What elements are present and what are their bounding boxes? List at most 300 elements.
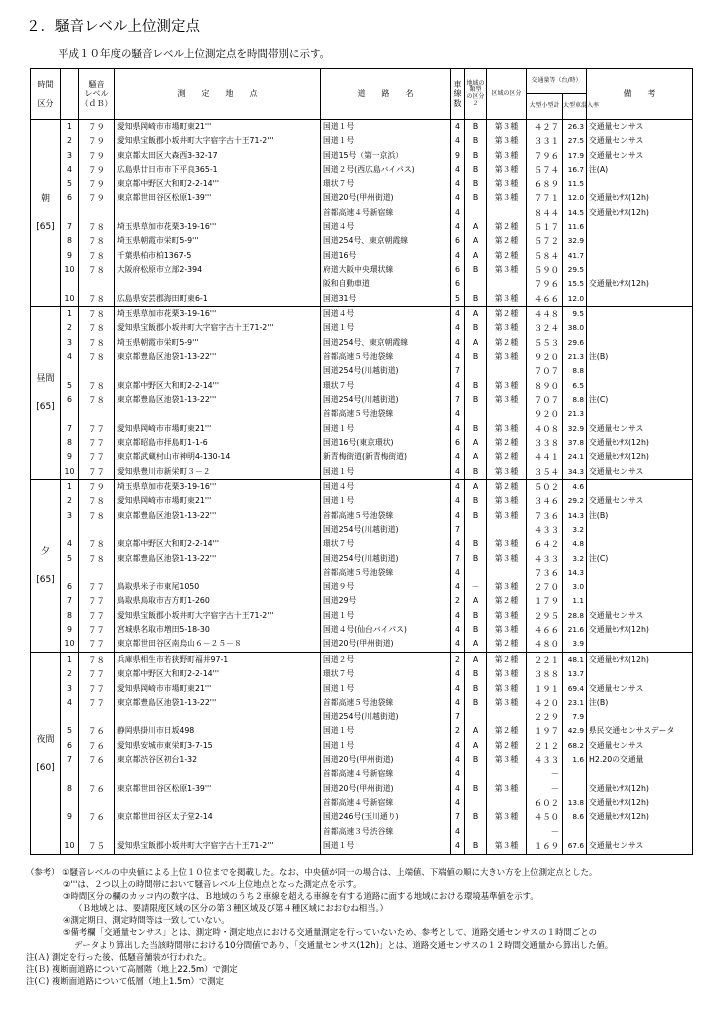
remarks-cell (587, 336, 693, 350)
zone-type-cell: A (465, 235, 487, 249)
rank-cell: 6 (61, 739, 79, 753)
traffic-volume-cell: ６８９ (527, 177, 563, 191)
zone-type-cell: A (465, 739, 487, 753)
traffic-volume-cell: ５１７ (527, 220, 563, 234)
location-cell: 愛知県豊川市新栄町３－２ (115, 465, 321, 480)
time-period-cell (31, 120, 61, 307)
section-subtitle: 平成１０年度の騒音レベル上位測定点を時間帯別に示す。 (58, 48, 331, 60)
remarks-cell (587, 638, 693, 653)
time-period-label: 夕 (40, 547, 50, 558)
rank-cell (61, 796, 79, 810)
lanes-cell: 4 (451, 249, 465, 263)
rank-cell: 2 (61, 495, 79, 509)
zone-type-cell (465, 710, 487, 724)
remarks-cell: 交通量ｾﾝｻｽ(12h) (587, 796, 693, 810)
heavy-ratio-cell: 1.1 (563, 595, 587, 609)
noise-level-cell (79, 710, 115, 724)
zone-type-cell: B (465, 393, 487, 407)
location-cell: 東京都豊島区池袋1-13-22''' (115, 696, 321, 710)
heavy-ratio-cell: 13.8 (563, 796, 587, 810)
road-name-cell: 国道１号 (321, 495, 451, 509)
location-cell: 愛知県岡崎市市場町東21''' (115, 682, 321, 696)
area-category-cell (487, 206, 527, 220)
remarks-cell: 交通量センサス (587, 739, 693, 753)
traffic-volume-cell: － (527, 768, 563, 782)
heavy-ratio-cell: 23.1 (563, 696, 587, 710)
area-category-cell (487, 407, 527, 421)
zone-type-cell (465, 825, 487, 839)
remarks-cell (587, 566, 693, 580)
footnote-b: 注(Ｂ) 複断面道路について高層階（地上22.5m）で測定 (26, 963, 238, 974)
remarks-cell (587, 580, 693, 594)
area-category-cell: 第３種 (487, 609, 527, 623)
noise-level-cell (79, 206, 115, 220)
lanes-cell: 4 (451, 206, 465, 220)
table-row (31, 322, 693, 336)
area-category-cell: 第２種 (487, 725, 527, 739)
noise-level-cell (79, 796, 115, 810)
table-row (31, 192, 693, 206)
remarks-cell: 交通量センサス (587, 682, 693, 696)
noise-level-cell: ７７ (79, 422, 115, 436)
area-category-cell: 第３種 (487, 292, 527, 307)
table-row (31, 336, 693, 350)
remarks-cell: 交通量ｾﾝｻｽ(12h) (587, 277, 693, 291)
zone-type-cell: B (465, 120, 487, 135)
lanes-cell: 4 (451, 465, 465, 480)
lanes-cell: 4 (451, 825, 465, 839)
remarks-cell: 注(B) (587, 350, 693, 364)
lanes-cell: 4 (451, 623, 465, 637)
remarks-cell: 交通量センサス (587, 422, 693, 436)
heavy-ratio-cell: 69.4 (563, 682, 587, 696)
heavy-ratio-cell: 24.1 (563, 450, 587, 464)
road-name-cell: 国道４号 (321, 480, 451, 495)
zone-type-cell: B (465, 753, 487, 767)
traffic-volume-cell: １７９ (527, 595, 563, 609)
heavy-ratio-cell: 32.9 (563, 422, 587, 436)
location-cell (115, 710, 321, 724)
remarks-cell: 交通量センサス (587, 465, 693, 480)
table-row (31, 609, 693, 623)
location-cell: 千葉県柏市柏1367-5 (115, 249, 321, 263)
rank-cell: 3 (61, 509, 79, 523)
location-cell: 愛知県宝飯郡小坂井町大字宿字古十王71-2''' (115, 134, 321, 148)
traffic-volume-cell: ４２０ (527, 696, 563, 710)
table-row (31, 249, 693, 263)
road-name-cell: 国道１号 (321, 839, 451, 854)
area-category-cell: 第３種 (487, 696, 527, 710)
header-heavy-ratio: 大型車混入率 (563, 94, 587, 120)
location-cell: 東京都豊島区池袋1-13-22''' (115, 350, 321, 364)
lanes-cell: 4 (451, 336, 465, 350)
table-row (31, 120, 693, 135)
rank-cell: 7 (61, 220, 79, 234)
rank-cell: 3 (61, 682, 79, 696)
lanes-cell: 4 (451, 739, 465, 753)
zone-type-cell: B (465, 782, 487, 796)
area-category-cell: 第２種 (487, 235, 527, 249)
zone-type-cell: A (465, 220, 487, 234)
area-category-cell: 第２種 (487, 595, 527, 609)
remarks-cell: 交通量ｾﾝｻｽ(12h) (587, 782, 693, 796)
heavy-ratio-cell: 12.0 (563, 192, 587, 206)
lanes-cell: 6 (451, 277, 465, 291)
rank-cell (61, 566, 79, 580)
table-row (31, 523, 693, 537)
road-name-cell: 首都高速３号渋谷線 (321, 825, 451, 839)
remarks-cell (587, 365, 693, 379)
lanes-cell: 4 (451, 638, 465, 653)
road-name-cell: 環状７号 (321, 177, 451, 191)
time-period-cell (31, 307, 61, 480)
remarks-cell (587, 220, 693, 234)
noise-level-cell: ７７ (79, 465, 115, 480)
area-category-cell (487, 277, 527, 291)
noise-level-cell: ７７ (79, 580, 115, 594)
location-cell: 東京都渋谷区初台1-32 (115, 753, 321, 767)
area-category-cell: 第３種 (487, 177, 527, 191)
header-traffic: 交通量等（台/時） (527, 69, 587, 94)
area-category-cell: 第３種 (487, 623, 527, 637)
location-cell (115, 407, 321, 421)
noise-level-cell: ７８ (79, 495, 115, 509)
lanes-cell: 4 (451, 134, 465, 148)
location-cell: 東京都昭島市拝島町1-1-6 (115, 436, 321, 450)
area-category-cell: 第２種 (487, 307, 527, 322)
zone-type-cell: A (465, 725, 487, 739)
table-row (31, 595, 693, 609)
table-row (31, 480, 693, 495)
noise-level-cell (79, 365, 115, 379)
traffic-volume-cell: ７９６ (527, 277, 563, 291)
lanes-cell: 7 (451, 365, 465, 379)
remarks-cell: 交通量ｾﾝｻｽ(12h) (587, 450, 693, 464)
zone-type-cell: B (465, 192, 487, 206)
table-row (31, 307, 693, 322)
location-cell: 鳥取県鳥取市吉方町1-260 (115, 595, 321, 609)
zone-type-cell: B (465, 509, 487, 523)
noise-level-cell: ７８ (79, 336, 115, 350)
lanes-cell: 7 (451, 810, 465, 824)
header-location: 測 定 地 点 (115, 69, 321, 120)
heavy-ratio-cell: 48.1 (563, 653, 587, 668)
remarks-cell: 県民交通センサスデータ (587, 725, 693, 739)
location-cell: 東京都中野区大和町2-2-14''' (115, 379, 321, 393)
table-row (31, 379, 693, 393)
rank-cell: 8 (61, 235, 79, 249)
table-row (31, 422, 693, 436)
location-cell: 愛知県宝飯郡小坂井町大字宿字古十王71-2''' (115, 839, 321, 854)
location-cell: 東京都太田区大森西3-32-17 (115, 149, 321, 163)
footnote-a: 注(Ａ) 測定を行った後、低騒音舗装が行われた。 (26, 951, 212, 962)
area-category-cell: 第３種 (487, 379, 527, 393)
noise-level-cell: ７９ (79, 480, 115, 495)
table-row (31, 696, 693, 710)
zone-type-cell: B (465, 552, 487, 566)
table-row (31, 163, 693, 177)
header-noise-level: 騒音 レベル （ｄＢ） (79, 69, 115, 120)
heavy-ratio-cell: 21.6 (563, 623, 587, 637)
location-cell: 埼玉県草加市花栗3-19-16''' (115, 307, 321, 322)
table-row (31, 825, 693, 839)
environmental-standard: [65] (36, 402, 55, 413)
rank-cell: 3 (61, 149, 79, 163)
road-name-cell: 環状７号 (321, 379, 451, 393)
remarks-cell: 注(A) (587, 163, 693, 177)
lanes-cell: 4 (451, 422, 465, 436)
heavy-ratio-cell: 14.3 (563, 509, 587, 523)
heavy-ratio-cell (563, 825, 587, 839)
traffic-volume-cell: ４３３ (527, 523, 563, 537)
road-name-cell: 国道20号(甲州街道) (321, 638, 451, 653)
heavy-ratio-cell: 4.6 (563, 480, 587, 495)
traffic-volume-cell: ２７０ (527, 580, 563, 594)
location-cell (115, 768, 321, 782)
noise-level-cell: ７７ (79, 682, 115, 696)
traffic-volume-cell: ２９５ (527, 609, 563, 623)
header-time-period: 時間 区分 (31, 69, 61, 120)
location-cell: 東京都豊島区池袋1-13-22''' (115, 509, 321, 523)
noise-level-cell: ７８ (79, 379, 115, 393)
area-category-cell: 第３種 (487, 263, 527, 277)
traffic-volume-cell: １６９ (527, 839, 563, 854)
noise-level-cell: ７９ (79, 192, 115, 206)
noise-level-cell: ７７ (79, 638, 115, 653)
traffic-volume-cell: ６４２ (527, 537, 563, 551)
location-cell: 東京都世田谷区太子堂2-14 (115, 810, 321, 824)
rank-cell: 5 (61, 725, 79, 739)
lanes-cell: 2 (451, 653, 465, 668)
rank-cell: 2 (61, 134, 79, 148)
remarks-cell (587, 825, 693, 839)
heavy-ratio-cell: 37.8 (563, 436, 587, 450)
table-row (31, 653, 693, 668)
road-name-cell: 国道１号 (321, 682, 451, 696)
rank-cell: 7 (61, 595, 79, 609)
lanes-cell: 7 (451, 523, 465, 537)
heavy-ratio-cell: 3.0 (563, 580, 587, 594)
traffic-volume-cell: － (527, 825, 563, 839)
traffic-volume-cell: ４２７ (527, 120, 563, 135)
noise-level-cell: ７７ (79, 436, 115, 450)
area-category-cell: 第３種 (487, 753, 527, 767)
heavy-ratio-cell: 8.8 (563, 393, 587, 407)
rank-cell (61, 206, 79, 220)
time-period-label: 昼間 (36, 374, 55, 385)
zone-type-cell: A (465, 436, 487, 450)
table-row (31, 509, 693, 523)
rank-cell: 3 (61, 336, 79, 350)
zone-type-cell: A (465, 653, 487, 668)
area-category-cell: 第３種 (487, 667, 527, 681)
lanes-cell: 4 (451, 495, 465, 509)
rank-cell: 5 (61, 552, 79, 566)
area-category-cell (487, 825, 527, 839)
noise-level-cell: ７９ (79, 177, 115, 191)
table-row (31, 768, 693, 782)
heavy-ratio-cell: 68.2 (563, 739, 587, 753)
road-name-cell: 国道１号 (321, 134, 451, 148)
rank-cell (61, 825, 79, 839)
table-row (31, 796, 693, 810)
zone-type-cell: B (465, 134, 487, 148)
remarks-cell (587, 249, 693, 263)
road-name-cell: 阪和自動車道 (321, 277, 451, 291)
noise-level-cell: ７６ (79, 725, 115, 739)
heavy-ratio-cell: 29.5 (563, 263, 587, 277)
noise-level-cell: ７６ (79, 782, 115, 796)
lanes-cell: 4 (451, 509, 465, 523)
table-row (31, 667, 693, 681)
zone-type-cell: A (465, 307, 487, 322)
noise-level-cell: ７８ (79, 249, 115, 263)
noise-level-cell: ７９ (79, 134, 115, 148)
section-title: ２．騒音レベル上位測定点 (26, 19, 200, 35)
rank-cell (61, 710, 79, 724)
road-name-cell: 府道大阪中央環状線 (321, 263, 451, 277)
heavy-ratio-cell (563, 768, 587, 782)
lanes-cell: 6 (451, 436, 465, 450)
rank-cell: 8 (61, 436, 79, 450)
noise-level-cell: ７７ (79, 667, 115, 681)
traffic-volume-cell: ２２１ (527, 653, 563, 668)
table-row (31, 365, 693, 379)
heavy-ratio-cell: 27.5 (563, 134, 587, 148)
lanes-cell: 4 (451, 580, 465, 594)
area-category-cell: 第３種 (487, 350, 527, 364)
environmental-standard: [65] (36, 575, 55, 586)
traffic-volume-cell: ３２４ (527, 322, 563, 336)
header-traffic-volume: 大型小型計 (527, 94, 563, 120)
remarks-cell: 交通量センサス (587, 839, 693, 854)
heavy-ratio-cell: 14.3 (563, 566, 587, 580)
table-row (31, 725, 693, 739)
remarks-cell (587, 710, 693, 724)
noise-level-cell: ７６ (79, 739, 115, 753)
zone-type-cell: B (465, 350, 487, 364)
rank-cell: 9 (61, 623, 79, 637)
lanes-cell: 9 (451, 149, 465, 163)
area-category-cell (487, 710, 527, 724)
zone-type-cell: B (465, 609, 487, 623)
zone-type-cell: B (465, 292, 487, 307)
noise-level-cell: ７６ (79, 810, 115, 824)
table-row (31, 292, 693, 307)
rank-cell: 5 (61, 177, 79, 191)
area-category-cell: 第３種 (487, 163, 527, 177)
traffic-volume-cell: － (527, 782, 563, 796)
area-category-cell: 第３種 (487, 465, 527, 480)
road-name-cell: 国道246号(玉川通り) (321, 810, 451, 824)
area-category-cell (487, 365, 527, 379)
noise-level-cell: ７８ (79, 307, 115, 322)
road-name-cell: 国道20号(甲州街道) (321, 753, 451, 767)
area-category-cell: 第３種 (487, 580, 527, 594)
remarks-cell: 交通量センサス (587, 495, 693, 509)
noise-level-cell: ７８ (79, 263, 115, 277)
area-category-cell: 第２種 (487, 653, 527, 668)
zone-type-cell: B (465, 667, 487, 681)
road-name-cell: 新青梅街道(新青梅街道) (321, 450, 451, 464)
table-row (31, 623, 693, 637)
rank-cell: 1 (61, 480, 79, 495)
rank-cell: 4 (61, 696, 79, 710)
location-cell: 東京都中野区大和町2-2-14''' (115, 177, 321, 191)
rank-cell: 1 (61, 653, 79, 668)
road-name-cell: 国道254号、東京朝霞線 (321, 336, 451, 350)
heavy-ratio-cell: 26.3 (563, 120, 587, 135)
location-cell: 愛知県宝飯郡小坂井町大字宿字古十王71-2''' (115, 609, 321, 623)
header-area-category: 区域の区分 (487, 69, 527, 120)
zone-type-cell: B (465, 465, 487, 480)
road-name-cell: 国道254号(川越街道) (321, 393, 451, 407)
table-row (31, 465, 693, 480)
lanes-cell: 6 (451, 235, 465, 249)
location-cell (115, 796, 321, 810)
lanes-cell: 2 (451, 595, 465, 609)
traffic-volume-cell: ５７２ (527, 235, 563, 249)
road-name-cell: 国道１号 (321, 739, 451, 753)
noise-level-cell: ７８ (79, 552, 115, 566)
heavy-ratio-cell: 34.3 (563, 465, 587, 480)
location-cell: 大阪府松原市立部2-394 (115, 263, 321, 277)
time-period-label: 朝 (40, 194, 50, 205)
lanes-cell: 4 (451, 537, 465, 551)
location-cell: 愛知県岡崎市市場町東21''' (115, 422, 321, 436)
road-name-cell: 国道254号(川越街道) (321, 710, 451, 724)
lanes-cell: 4 (451, 220, 465, 234)
lanes-cell: 4 (451, 307, 465, 322)
area-category-cell: 第３種 (487, 495, 527, 509)
traffic-volume-cell: ９２０ (527, 350, 563, 364)
lanes-cell: 4 (451, 379, 465, 393)
heavy-ratio-cell: 14.5 (563, 206, 587, 220)
traffic-volume-cell: １９１ (527, 682, 563, 696)
road-name-cell: 国道１号 (321, 322, 451, 336)
road-name-cell: 首都高速４号新宿線 (321, 796, 451, 810)
remarks-cell: 交通量ｾﾝｻｽ(12h) (587, 623, 693, 637)
heavy-ratio-cell: 41.7 (563, 249, 587, 263)
rank-cell: 8 (61, 782, 79, 796)
header-lanes: 車 線 数 (451, 69, 465, 120)
heavy-ratio-cell (563, 782, 587, 796)
noise-level-cell (79, 566, 115, 580)
location-cell (115, 277, 321, 291)
noise-level-cell: ７９ (79, 149, 115, 163)
location-cell: 愛知県岡崎市市場町東21''' (115, 120, 321, 135)
table-row (31, 393, 693, 407)
noise-ranking-table (30, 68, 693, 855)
traffic-volume-cell: ７０７ (527, 365, 563, 379)
area-category-cell (487, 768, 527, 782)
noise-level-cell: ７６ (79, 753, 115, 767)
location-cell: 東京都中野区大和町2-2-14''' (115, 537, 321, 551)
traffic-volume-cell: ２２９ (527, 710, 563, 724)
note-3: ③時間区分の欄のカッコ内の数字は、Ｂ地域のうち２車線を超える車線を有する道路に面する地域における環境基準値を示す。 (63, 891, 539, 902)
area-category-cell: 第３種 (487, 134, 527, 148)
location-cell: 東京都豊島区池袋1-13-22''' (115, 393, 321, 407)
lanes-cell: 4 (451, 407, 465, 421)
noise-level-cell: ７９ (79, 163, 115, 177)
noise-level-cell (79, 523, 115, 537)
area-category-cell: 第３種 (487, 509, 527, 523)
table-row (31, 566, 693, 580)
area-category-cell: 第３種 (487, 149, 527, 163)
zone-type-cell (465, 796, 487, 810)
area-category-cell: 第３種 (487, 810, 527, 824)
remarks-cell (587, 480, 693, 495)
